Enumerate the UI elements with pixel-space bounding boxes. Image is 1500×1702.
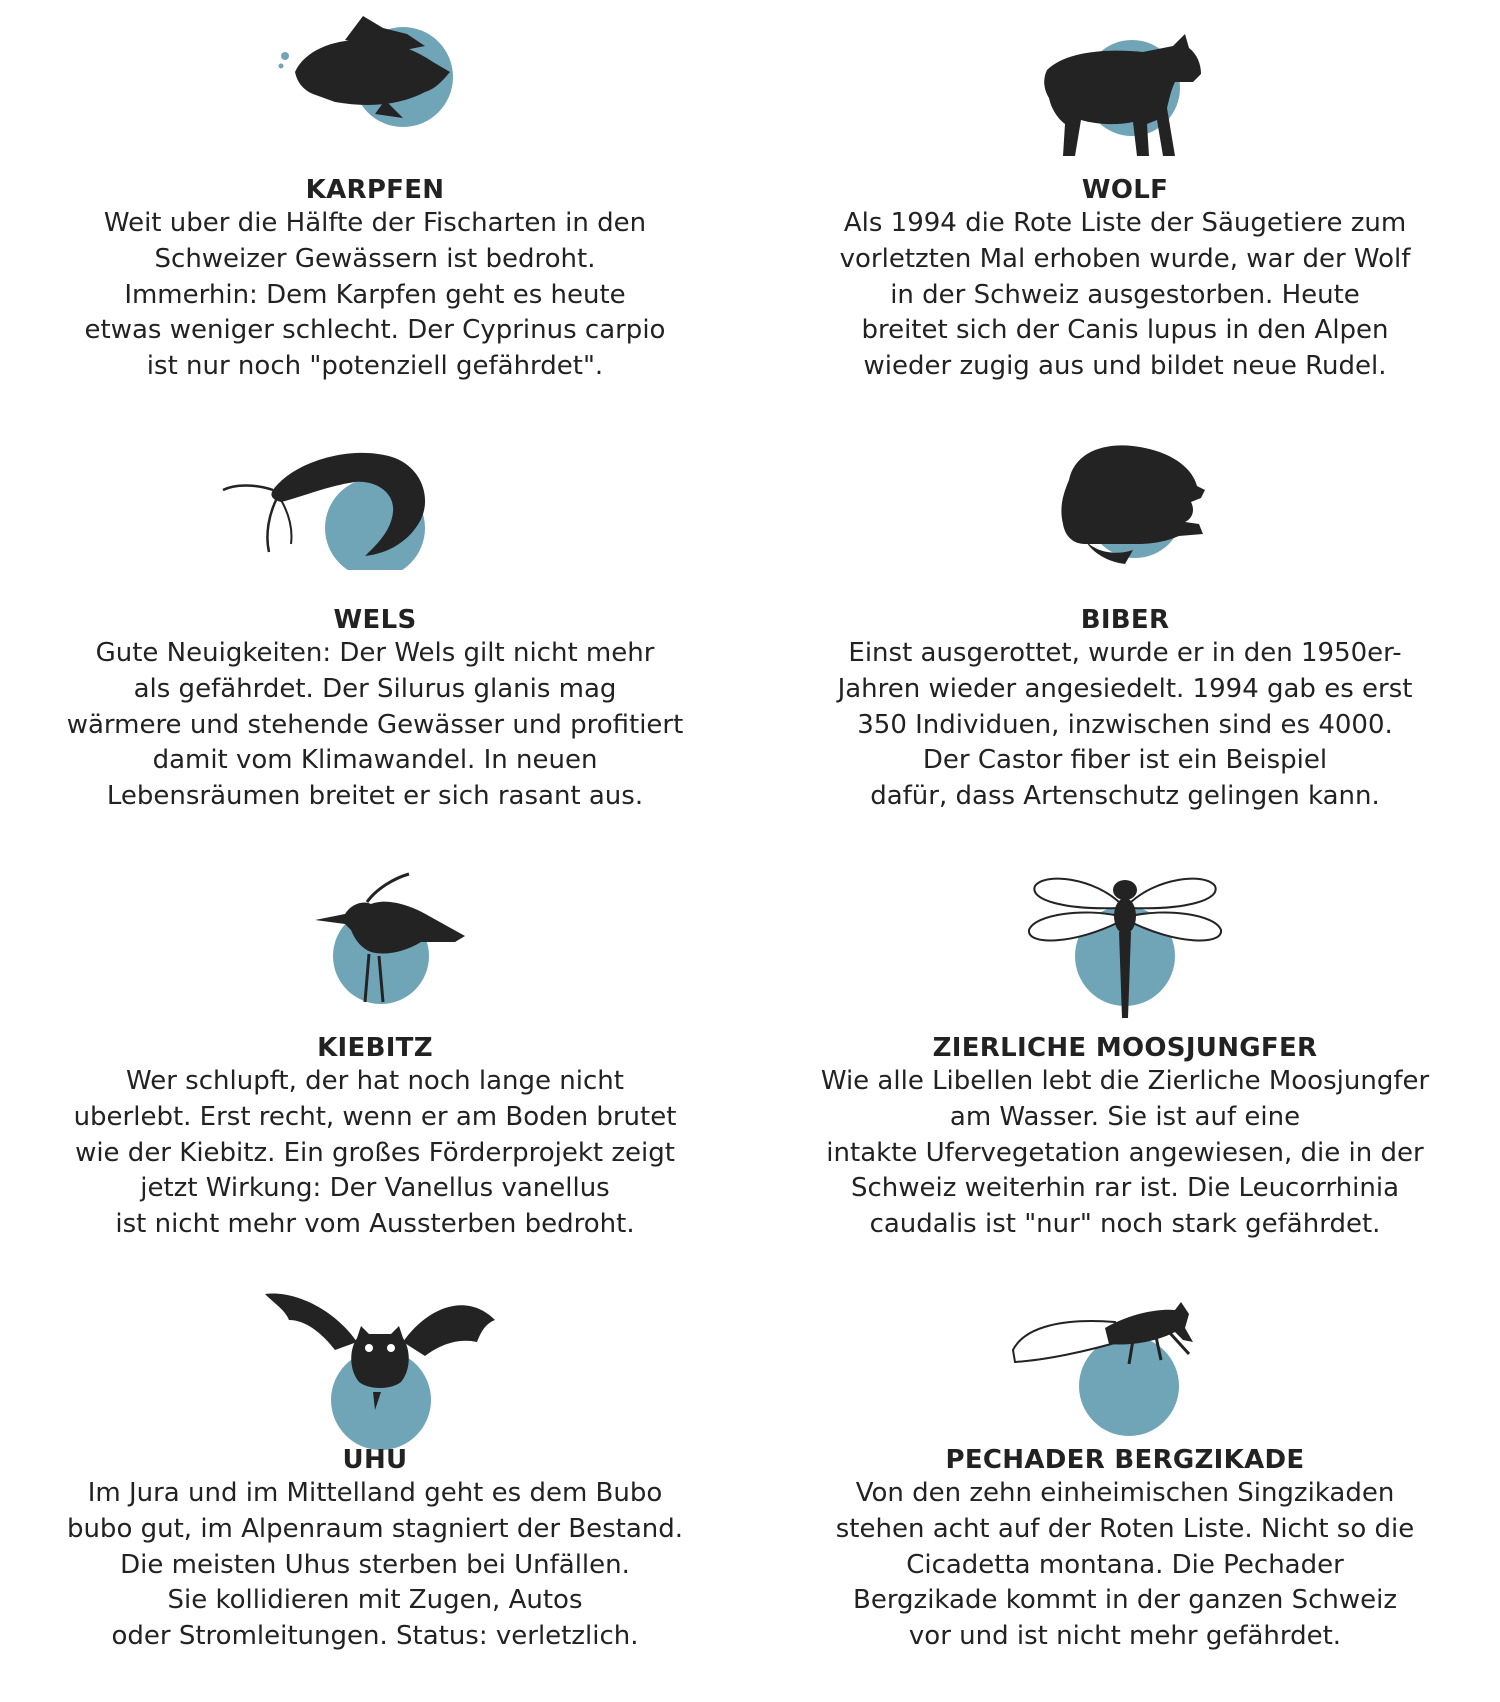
description-line: vorletzten Mal erhoben wurde, war der Wolf [839,243,1411,274]
owl-icon [245,1280,505,1450]
description-line: Jahren wieder angesiedelt. 1994 gab es erst [837,673,1413,704]
card-title: WELS [333,605,417,635]
card-description [775,206,1475,385]
description-line: stehen acht auf der Roten Liste. Nicht so die [835,1513,1415,1544]
carp-icon [275,10,475,130]
description-line: Wie alle Libellen lebt die Zierliche Moosjungfer [820,1066,1430,1096]
dragonfly-icon [1015,868,1235,1028]
cicada-icon [1005,1280,1225,1440]
description-line: oder Stromleitungen. Status: verletzlich. [111,1621,639,1652]
description-line: Lebensräumen breitet er sich rasant aus. [106,781,644,812]
description-line: Die meisten Uhus sterben bei Unfällen. [120,1549,630,1580]
card-title: BIBER [1080,605,1170,635]
card-title: KIEBITZ [317,1033,433,1063]
description-line: Immerhin: Dem Karpfen geht es heute [124,279,626,310]
card-description [25,636,725,815]
description-line: Von den zehn einheimischen Singzikaden [855,1478,1395,1508]
card-title: KARPFEN [305,175,445,205]
catfish-icon [215,440,445,570]
description-line: Sie kollidieren mit Zugen, Autos [167,1585,583,1616]
description-line: wärmere und stehende Gewässer und profitiert [66,709,684,740]
description-line: Bergzikade kommt in der ganzen Schweiz [852,1585,1398,1616]
beaver-icon [1025,440,1225,570]
lapwing-icon [305,868,505,1018]
description-line: bubo gut, im Alpenraum stagniert der Bestand. [66,1513,684,1544]
description-line: intakte Ufervegetation angewiesen, die in der [826,1137,1424,1168]
card-title: PECHADER BERGZIKADE [945,1445,1305,1475]
description-line: Im Jura und im Mittelland geht es dem Bubo [87,1478,663,1508]
description-line: Einst ausgerottet, wurde er in den 1950er- [848,638,1402,668]
wolf-icon [1025,24,1225,174]
description-line: dafür, dass Artenschutz gelingen kann. [870,781,1380,812]
description-line: vor und ist nicht mehr gefährdet. [908,1621,1342,1652]
description-line: Schweiz weiterhin rar ist. Die Leucorrhinia [850,1173,1400,1204]
description-line: uberlebt. Erst recht, wenn er am Boden brutet [73,1101,677,1132]
description-line: Cicadetta montana. Die Pechader [906,1549,1344,1580]
card-description [25,206,725,385]
card-title: ZIERLICHE MOOSJUNGFER [932,1033,1318,1063]
description-line: breitet sich der Canis lupus in den Alpen [861,315,1389,346]
description-line: wie der Kiebitz. Ein großes Förderprojekt zeigt [75,1137,675,1168]
description-line: am Wasser. Sie ist auf eine [949,1101,1301,1132]
card-description [775,1064,1475,1243]
description-line: etwas weniger schlecht. Der Cyprinus carpio [84,315,666,346]
card-description [25,1476,725,1655]
description-line: Wer schlupft, der hat noch lange nicht [126,1066,624,1096]
description-line: damit vom Klimawandel. In neuen [152,745,598,776]
description-line: Schweizer Gewässern ist bedroht. [154,243,596,274]
description-line: jetzt Wirkung: Der Vanellus vanellus [140,1173,610,1204]
description-line: 350 Individuen, inzwischen sind es 4000. [857,709,1393,740]
description-line: in der Schweiz ausgestorben. Heute [890,279,1360,310]
card-title: WOLF [1081,175,1169,205]
description-line: Als 1994 die Rote Liste der Säugetiere zum [843,208,1407,238]
description-line: Der Castor fiber ist ein Beispiel [922,745,1328,776]
card-description [25,1064,725,1243]
card-description [775,636,1475,815]
description-line: ist nicht mehr vom Aussterben bedroht. [115,1209,635,1240]
description-line: caudalis ist "nur" noch stark gefährdet. [869,1209,1381,1240]
description-line: ist nur noch "potenziell gefährdet". [146,351,604,382]
card-title: UHU [342,1445,408,1475]
description-line: Gute Neuigkeiten: Der Wels gilt nicht mehr [95,638,655,668]
description-line: Weit uber die Hälfte der Fischarten in den [103,208,647,238]
description-line: wieder zugig aus und bildet neue Rudel. [863,351,1387,382]
description-line: als gefährdet. Der Silurus glanis mag [133,673,617,704]
card-description [775,1476,1475,1655]
